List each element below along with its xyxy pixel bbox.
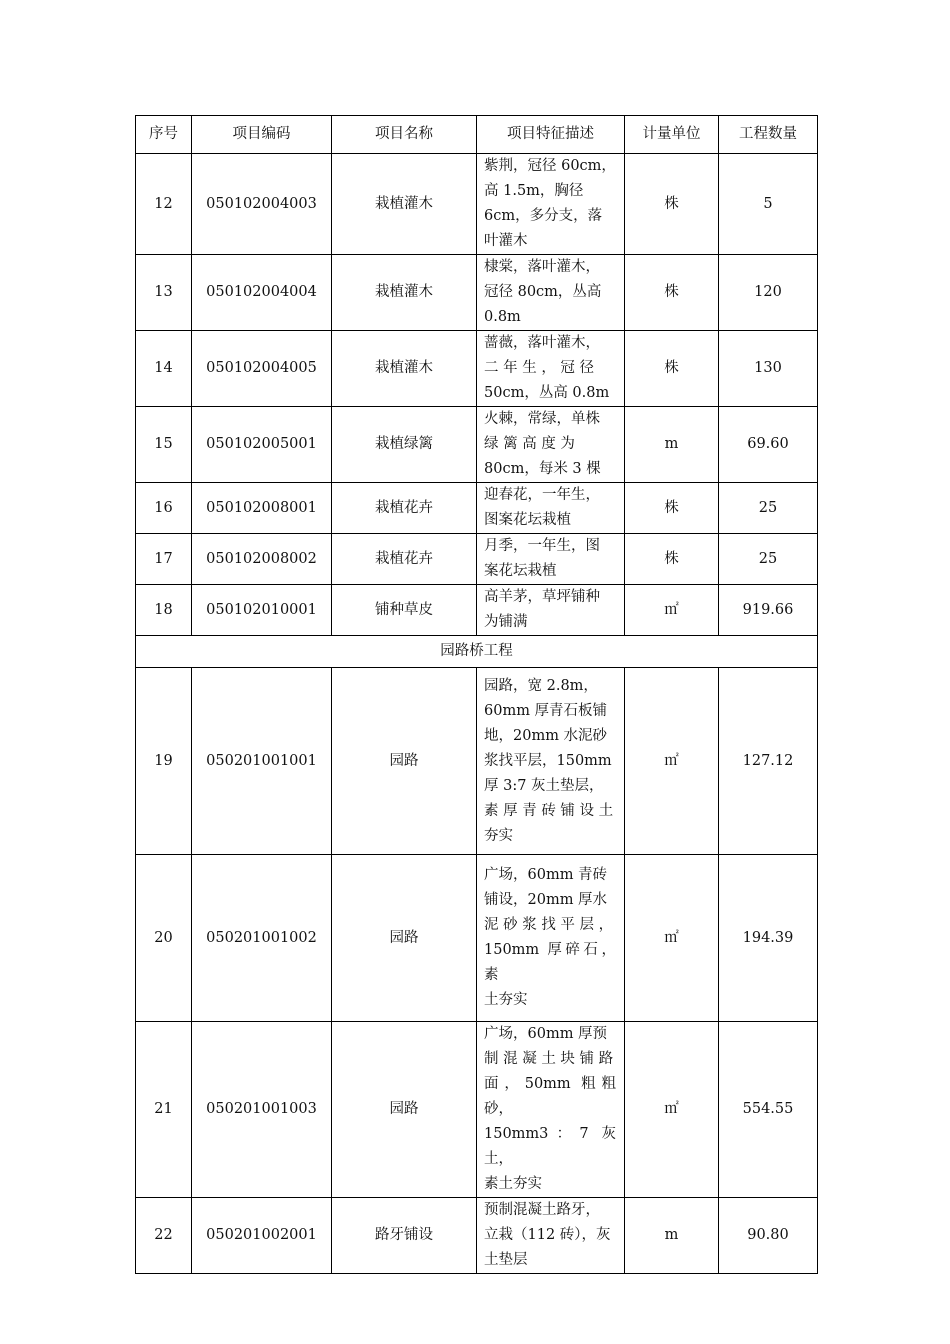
row-name: 园路 (332, 855, 477, 1022)
row-unit: ㎡ (625, 855, 719, 1022)
desc-line: 棣棠，落叶灌木， (484, 259, 600, 275)
row-desc (477, 1022, 625, 1198)
row-unit: 株 (625, 483, 719, 534)
row-qty: 194.39 (719, 855, 818, 1022)
desc-line: 厚 3:7 灰土垫层， (484, 777, 604, 794)
desc-line: 素土夯实 (484, 1176, 542, 1192)
section-title: 园路桥工程 (136, 636, 818, 668)
row-name: 栽植绿篱 (332, 407, 477, 483)
desc-line: 广场，60mm 厚预 (484, 1026, 608, 1042)
row-desc (477, 1198, 625, 1274)
desc-line: 二 年 生 ， 冠 径 (484, 360, 595, 376)
row-unit: 株 (625, 534, 719, 585)
header-no: 序号 (136, 116, 192, 154)
row-name: 园路 (332, 1022, 477, 1198)
header-unit: 计量单位 (625, 116, 719, 154)
row-no: 19 (136, 668, 192, 855)
row-unit: m (625, 1198, 719, 1274)
table-row (136, 407, 818, 483)
table-row (136, 255, 818, 331)
row-name: 铺种草皮 (332, 585, 477, 636)
desc-line: 土垫层 (484, 1252, 528, 1268)
desc-line: 150mm3：7 灰土， (484, 1126, 616, 1167)
desc-line: 泥 砂 浆 找 平 层 ， (484, 917, 614, 933)
row-qty: 120 (719, 255, 818, 331)
desc-line: 紫荆，冠径 60cm， (484, 158, 616, 174)
row-name: 园路 (332, 668, 477, 855)
table-row (136, 1198, 818, 1274)
row-unit: ㎡ (625, 668, 719, 855)
desc-line: 园路，宽 2.8m， (484, 677, 598, 694)
table-row (136, 585, 818, 636)
row-qty: 90.80 (719, 1198, 818, 1274)
header-desc: 项目特征描述 (477, 116, 625, 154)
row-code: 050201001002 (192, 855, 332, 1022)
desc-line: 6cm，多分支，落 (484, 208, 603, 224)
desc-line: 月季，一年生，图 (484, 538, 600, 554)
desc-line: 预制混凝土路牙， (484, 1202, 600, 1218)
desc-line: 叶灌木 (484, 233, 528, 249)
row-unit: 株 (625, 255, 719, 331)
row-no: 13 (136, 255, 192, 331)
row-desc (477, 407, 625, 483)
row-unit: m (625, 407, 719, 483)
table-row (136, 855, 818, 1022)
row-desc (477, 668, 625, 855)
row-code: 050201001001 (192, 668, 332, 855)
row-code: 050102008001 (192, 483, 332, 534)
header-code: 项目编码 (192, 116, 332, 154)
row-code: 050201002001 (192, 1198, 332, 1274)
row-qty: 130 (719, 331, 818, 407)
desc-line: 面，50mm 粗粗砂， (484, 1076, 616, 1117)
row-no: 16 (136, 483, 192, 534)
row-code: 050102005001 (192, 407, 332, 483)
desc-line: 高羊茅，草坪铺种 (484, 589, 600, 605)
table-row (136, 154, 818, 255)
desc-line: 迎春花，一年生， (484, 487, 600, 503)
desc-line: 铺设，20mm 厚水 (484, 892, 608, 908)
desc-line: 50cm，丛高 0.8m (484, 385, 610, 401)
row-no: 15 (136, 407, 192, 483)
desc-line: 地，20mm 水泥砂 (484, 727, 608, 744)
desc-line: 立栽（112 砖），灰 (484, 1227, 611, 1243)
desc-line: 150mm 厚碎石，素 (484, 942, 616, 983)
row-name: 栽植灌木 (332, 331, 477, 407)
desc-line: 80cm，每米 3 棵 (484, 461, 601, 477)
row-no: 18 (136, 585, 192, 636)
row-no: 14 (136, 331, 192, 407)
row-name: 栽植花卉 (332, 534, 477, 585)
row-name: 路牙铺设 (332, 1198, 477, 1274)
row-code: 050102010001 (192, 585, 332, 636)
row-code: 050102004005 (192, 331, 332, 407)
row-qty: 919.66 (719, 585, 818, 636)
desc-line: 广场，60mm 青砖 (484, 867, 608, 883)
row-code: 050102004004 (192, 255, 332, 331)
desc-line: 绿 篱 高 度 为 (484, 436, 575, 452)
row-qty: 25 (719, 483, 818, 534)
row-qty: 554.55 (719, 1022, 818, 1198)
row-no: 21 (136, 1022, 192, 1198)
row-no: 20 (136, 855, 192, 1022)
desc-line: 土夯实 (484, 992, 528, 1008)
row-qty: 127.12 (719, 668, 818, 855)
table-row (136, 331, 818, 407)
row-name: 栽植花卉 (332, 483, 477, 534)
row-desc (477, 585, 625, 636)
desc-line: 案花坛栽植 (484, 563, 557, 579)
row-unit: 株 (625, 154, 719, 255)
row-no: 22 (136, 1198, 192, 1274)
desc-line: 图案花坛栽植 (484, 512, 571, 528)
desc-line: 火棘，常绿，单株 (484, 411, 600, 427)
desc-line: 素 厚 青 砖 铺 设 土 (484, 802, 614, 819)
row-code: 050201001003 (192, 1022, 332, 1198)
row-desc (477, 154, 625, 255)
header-row (136, 116, 818, 154)
row-qty: 5 (719, 154, 818, 255)
header-qty: 工程数量 (719, 116, 818, 154)
row-desc (477, 331, 625, 407)
desc-line: 冠径 80cm，丛高 (484, 284, 602, 300)
row-desc (477, 534, 625, 585)
row-unit: 株 (625, 331, 719, 407)
table-row (136, 534, 818, 585)
row-desc (477, 255, 625, 331)
desc-line: 高 1.5m，胸径 (484, 183, 584, 199)
row-no: 17 (136, 534, 192, 585)
table-row (136, 668, 818, 855)
row-no: 12 (136, 154, 192, 255)
row-unit: ㎡ (625, 1022, 719, 1198)
row-code: 050102008002 (192, 534, 332, 585)
header-name: 项目名称 (332, 116, 477, 154)
desc-line: 制 混 凝 土 块 铺 路 (484, 1051, 614, 1067)
row-code: 050102004003 (192, 154, 332, 255)
desc-line: 浆找平层，150mm (484, 752, 612, 769)
row-name: 栽植灌木 (332, 255, 477, 331)
table-row (136, 1022, 818, 1198)
desc-line: 夯实 (484, 827, 513, 844)
row-qty: 25 (719, 534, 818, 585)
desc-line: 为铺满 (484, 614, 528, 630)
row-desc (477, 483, 625, 534)
row-unit: ㎡ (625, 585, 719, 636)
row-qty: 69.60 (719, 407, 818, 483)
row-desc (477, 855, 625, 1022)
desc-line: 0.8m (484, 309, 521, 325)
section-row (136, 636, 818, 668)
bill-of-quantities-table (135, 115, 818, 1274)
row-name: 栽植灌木 (332, 154, 477, 255)
table-row (136, 483, 818, 534)
desc-line: 蔷薇，落叶灌木， (484, 335, 600, 351)
desc-line: 60mm 厚青石板铺 (484, 702, 608, 719)
